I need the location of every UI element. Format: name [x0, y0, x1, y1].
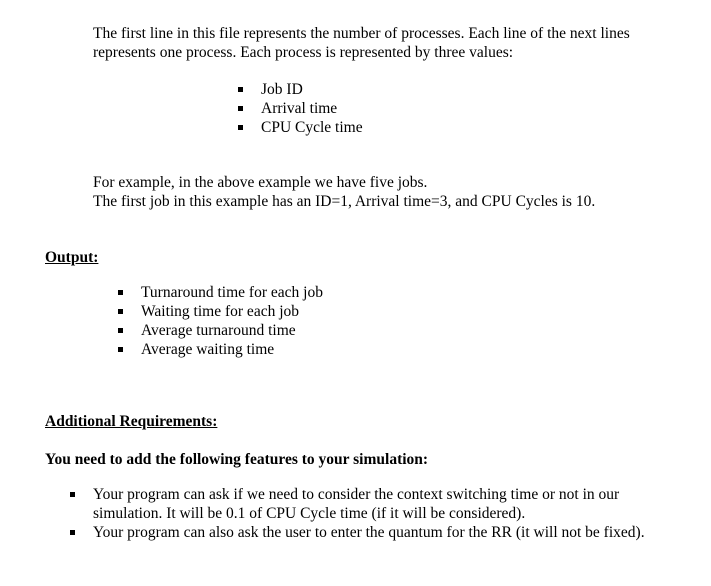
list-item: Average turnaround time: [141, 321, 323, 340]
output-list: [141, 283, 323, 359]
bullet-icon: [118, 347, 123, 352]
example-line-1: For example, in the above example we have five jobs.: [93, 174, 428, 191]
list-item: Your program can ask if we need to consider the context switching time or not in our simulation. It will be 0.1 of CPU Cycle time (if it will be considered).: [93, 485, 683, 523]
bullet-icon: [238, 106, 243, 111]
list-item: Arrival time: [261, 99, 363, 118]
list-item: Turnaround time for each job: [141, 283, 323, 302]
bullet-icon: [118, 328, 123, 333]
example-line-2: The first job in this example has an ID=1, Arrival time=3, and CPU Cycles is 10.: [93, 193, 596, 210]
output-heading: Output:: [45, 249, 99, 266]
bullet-icon: [238, 87, 243, 92]
process-values-list: [261, 80, 363, 137]
bullet-icon: [70, 492, 75, 497]
list-item: Job ID: [261, 80, 363, 99]
intro-line-2: represents one process. Each process is represented by three values:: [93, 44, 514, 61]
additional-requirements-list: [93, 485, 683, 542]
example-paragraph: [93, 173, 693, 211]
list-item: Your program can also ask the user to enter the quantum for the RR (it will not be fixed).: [93, 523, 683, 542]
list-item: CPU Cycle time: [261, 118, 363, 137]
intro-line-1: The first line in this file represents the number of processes. Each line of the next lines: [93, 25, 630, 42]
list-item: Waiting time for each job: [141, 302, 323, 321]
bullet-icon: [238, 125, 243, 130]
bullet-icon: [118, 290, 123, 295]
list-item: Average waiting time: [141, 340, 323, 359]
bullet-icon: [70, 530, 75, 535]
intro-paragraph: [93, 24, 693, 62]
additional-requirements-subheading: You need to add the following features to your simulation:: [45, 451, 429, 468]
bullet-icon: [118, 309, 123, 314]
additional-requirements-heading: Additional Requirements:: [45, 413, 218, 430]
